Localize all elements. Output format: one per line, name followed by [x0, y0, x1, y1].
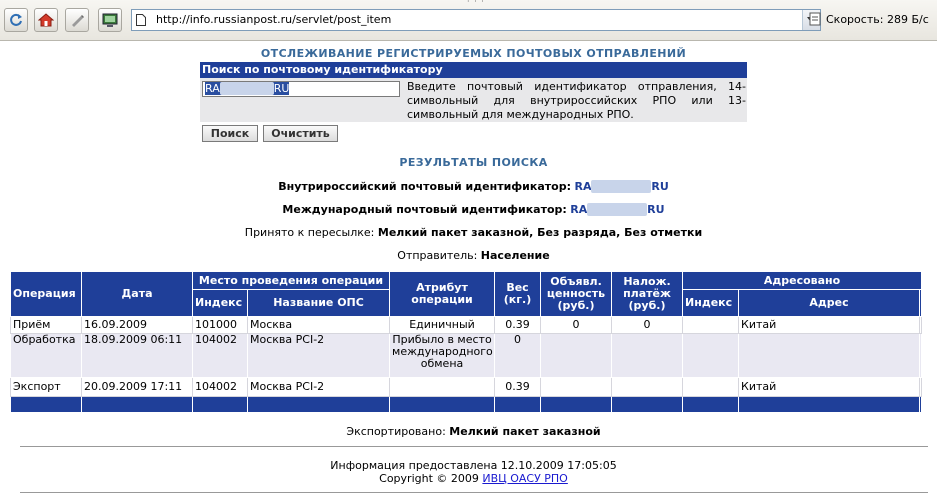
cell-addr-index — [683, 334, 739, 378]
table-row — [11, 317, 922, 334]
cell-declared: 0 — [541, 317, 612, 334]
search-header: Поиск по почтовому идентификатору — [200, 62, 747, 78]
table-row — [11, 334, 922, 378]
cell-operation: Обработка — [11, 334, 82, 378]
speed-value: 289 Б/с — [887, 13, 929, 26]
accepted-line — [0, 226, 937, 239]
cell-office: Москва PCI-2 — [248, 378, 390, 397]
exported-value: Мелкий пакет заказной — [449, 425, 601, 438]
cell-addr-index — [683, 317, 739, 334]
redacted-digits — [591, 180, 651, 193]
browser-toolbar — [0, 0, 937, 41]
cell-date: 16.09.2009 — [82, 317, 193, 334]
tools-button[interactable] — [65, 8, 89, 32]
international-id-value — [570, 203, 664, 216]
home-icon — [38, 12, 54, 28]
redacted-digits — [220, 82, 274, 95]
header-date: Дата — [82, 272, 193, 317]
clear-button[interactable]: Очистить — [263, 125, 338, 142]
tracking-history-table — [10, 271, 922, 413]
sender-line — [0, 249, 937, 262]
domestic-id-value — [575, 180, 669, 193]
cell-office: Москва — [248, 317, 390, 334]
sender-label: Отправитель: — [397, 249, 478, 262]
exported-label: Экспортировано: — [346, 425, 446, 438]
cell-operation: Экспорт — [11, 378, 82, 397]
cell-cod: 0 — [612, 317, 683, 334]
cell-attribute: Единичный — [390, 317, 495, 334]
cell-attribute — [390, 378, 495, 397]
screen-button[interactable] — [98, 8, 122, 32]
cell-attribute: Прибыло в место международного обмена — [390, 334, 495, 378]
international-id-label: Международный почтовый идентификатор: — [282, 203, 567, 216]
monitor-icon — [102, 12, 118, 28]
table-row — [11, 378, 922, 397]
cell-index: 104002 — [193, 378, 248, 397]
domestic-prefix: RA — [574, 180, 592, 193]
header-place: Место проведения операции — [193, 272, 390, 290]
header-declared-value: Объявл. ценность (руб.) — [541, 272, 612, 317]
search-panel — [200, 62, 747, 144]
domestic-suffix: RU — [651, 180, 669, 193]
sender-value: Население — [480, 249, 550, 262]
copyright-text: Copyright © 2009 — [379, 472, 479, 485]
accepted-label: Принято к пересылке: — [244, 226, 375, 239]
tracking-prefix: RA — [205, 82, 220, 95]
page-title: ОТСЛЕЖИВАНИЕ РЕГИСТРИРУЕМЫХ ПОЧТОВЫХ ОТПРАВЛЕНИЙ — [260, 47, 687, 60]
refresh-icon — [8, 12, 24, 28]
cell-addr-index — [683, 378, 739, 397]
cell-date: 18.09.2009 06:11 — [82, 334, 193, 378]
tracking-number-selection — [205, 82, 289, 95]
home-button[interactable] — [34, 8, 58, 32]
search-body — [200, 78, 747, 122]
accepted-value: Мелкий пакет заказной, Без разряда, Без отметки — [377, 226, 703, 239]
results-title: РЕЗУЛЬТАТЫ ПОИСКА — [399, 156, 548, 169]
header-address: Адрес — [739, 290, 920, 317]
cell-spacer — [920, 378, 922, 397]
domestic-id-label: Внутрироссийский почтовый идентификатор: — [278, 180, 571, 193]
address-url[interactable]: http://info.russianpost.ru/servlet/post_item — [156, 13, 392, 26]
tracking-suffix: RU — [273, 82, 290, 95]
copyright-link[interactable]: ИВЦ ОАСУ РПО — [482, 472, 568, 485]
cell-cod — [612, 378, 683, 397]
pencil-icon — [69, 12, 85, 28]
table-footer-bar — [11, 397, 922, 413]
cell-address: Китай — [739, 378, 920, 397]
cell-declared — [541, 378, 612, 397]
international-id-line — [0, 203, 937, 216]
cell-weight: 0.39 — [495, 378, 541, 397]
cell-office: Москва PCI-2 — [248, 334, 390, 378]
cell-spacer — [920, 334, 922, 378]
header-index: Индекс — [193, 290, 248, 317]
international-prefix: RA — [570, 203, 588, 216]
cell-weight: 0.39 — [495, 317, 541, 334]
cell-weight: 0 — [495, 334, 541, 378]
cell-index: 101000 — [193, 317, 248, 334]
cell-date: 20.09.2009 17:11 — [82, 378, 193, 397]
header-spacer — [920, 290, 922, 317]
header-cod: Налож. платёж (руб.) — [612, 272, 683, 317]
redacted-digits — [587, 203, 647, 216]
tracking-number-input[interactable] — [202, 81, 400, 97]
network-speed-icon — [808, 11, 822, 27]
cell-operation: Приём — [11, 317, 82, 334]
exported-line — [0, 425, 937, 438]
divider — [20, 446, 928, 447]
header-operation: Операция — [11, 272, 82, 317]
search-hint: Введите почтовый идентификатор отправления, 14-символьный для внутрироссийских РПО или 13-символьный для международных РПО. — [407, 80, 746, 121]
page-icon — [136, 14, 146, 26]
search-button[interactable]: Поиск — [202, 125, 258, 142]
cell-declared — [541, 334, 612, 378]
refresh-button[interactable] — [4, 8, 28, 32]
drag-grip: · · · — [467, 0, 485, 6]
provided-info: Информация предоставлена 12.10.2009 17:05:05 — [330, 459, 617, 472]
copyright-line — [0, 472, 937, 485]
cell-address: Китай — [739, 317, 920, 334]
cell-spacer — [920, 317, 922, 334]
cell-index: 104002 — [193, 334, 248, 378]
divider — [20, 492, 928, 493]
international-suffix: RU — [647, 203, 665, 216]
header-attribute: Атрибут операции — [390, 272, 495, 317]
header-weight: Вес (кг.) — [495, 272, 541, 317]
speed-label: Скорость: — [826, 13, 884, 26]
header-addr-index: Индекс — [683, 290, 739, 317]
cell-cod — [612, 334, 683, 378]
cell-address — [739, 334, 920, 378]
domestic-id-line — [0, 180, 937, 193]
header-addressed: Адресовано — [683, 272, 922, 290]
header-office-name: Название ОПС — [248, 290, 390, 317]
address-bar[interactable] — [131, 9, 821, 31]
